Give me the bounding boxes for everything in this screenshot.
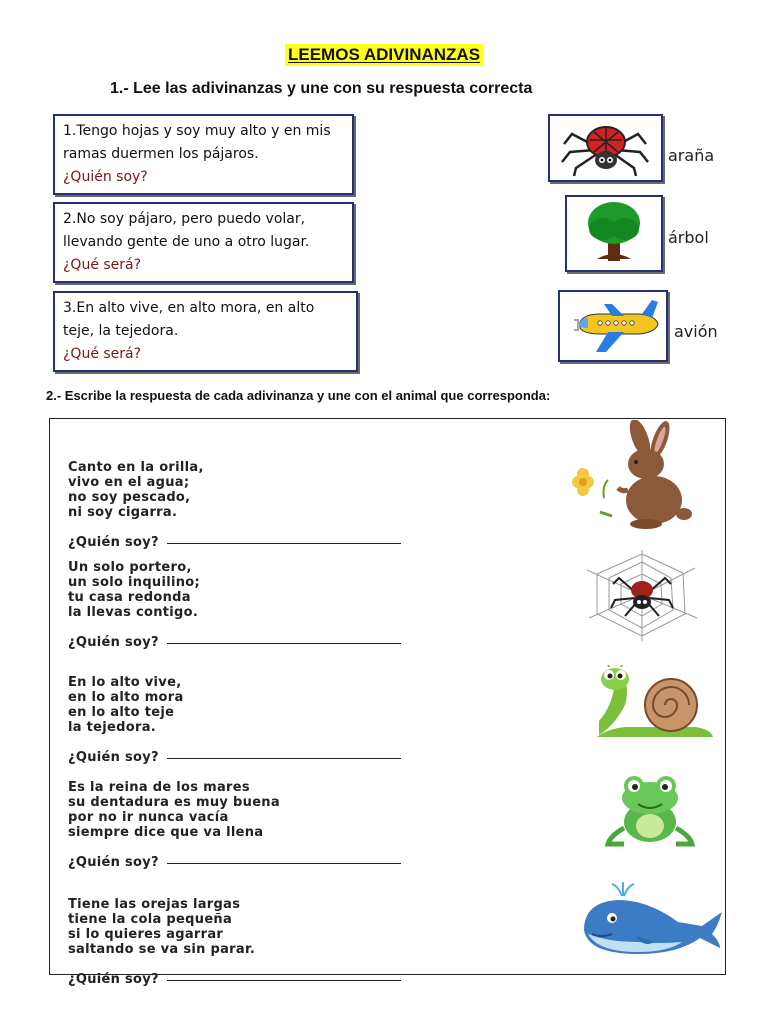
rabbit-picture: [562, 420, 702, 530]
answer-line[interactable]: [167, 757, 401, 759]
spider-picture: [548, 114, 663, 182]
riddle-box-1: [53, 114, 354, 195]
answer-line[interactable]: [167, 979, 401, 981]
poem-1: [68, 445, 401, 550]
riddle-question: ¿Qué será?: [63, 257, 142, 273]
riddle-text: 1.Tengo hojas y soy muy alto y en mis ramas duermen los pájaros.: [63, 123, 331, 162]
answer-line[interactable]: [167, 862, 401, 864]
answer-line[interactable]: [167, 542, 401, 544]
airplane-picture: [558, 290, 668, 362]
riddle-text: 2.No soy pájaro, pero puedo volar, llevando gente de uno a otro lugar.: [63, 211, 310, 250]
poem-question: ¿Quién soy?: [68, 535, 159, 550]
page-title: LEEMOS ADIVINANZAS: [285, 44, 483, 66]
section2-instruction: 2.- Escribe la respuesta de cada adivinanza y une con el animal que corresponda:: [46, 388, 551, 403]
whale-icon: [578, 882, 726, 962]
rabbit-icon: [562, 420, 702, 530]
riddle-question: ¿Qué será?: [63, 346, 142, 362]
poem-5: [68, 882, 401, 987]
poem-lines: En lo alto vive, en lo alto mora en lo alto teje la tejedora.: [68, 675, 184, 735]
poem-question: ¿Quién soy?: [68, 635, 159, 650]
poem-question: ¿Quién soy?: [68, 972, 159, 987]
poem-question: ¿Quién soy?: [68, 750, 159, 765]
answer-line[interactable]: [167, 642, 401, 644]
frog-icon: [600, 770, 700, 850]
riddle-box-3: [53, 291, 358, 372]
spider-icon: [550, 116, 661, 180]
spider-web-icon: [585, 548, 700, 643]
whale-picture: [578, 882, 726, 962]
poem-lines: Canto en la orilla, vivo en el agua; no soy pescado, ni soy cigarra.: [68, 460, 204, 520]
poem-3: [68, 660, 401, 765]
riddle-box-2: [53, 202, 354, 283]
poem-lines: Un solo portero, un solo inquilino; tu casa redonda la llevas contigo.: [68, 560, 201, 620]
frog-picture: [600, 770, 700, 850]
poem-lines: Es la reina de los mares su dentadura es muy buena por no ir nunca vacía siempre dice que va llena: [68, 780, 280, 840]
poem-lines: Tiene las orejas largas tiene la cola pequeña si lo quieres agarrar saltando se va sin parar.: [68, 897, 256, 957]
answer-airplane: avión: [674, 322, 718, 341]
riddle-text: 3.En alto vive, en alto mora, en alto teje, la tejedora.: [63, 300, 315, 339]
answer-tree: árbol: [668, 228, 709, 247]
poem-2: [68, 545, 401, 650]
spider-web-picture: [585, 548, 700, 643]
snail-picture: [585, 665, 717, 747]
snail-icon: [585, 665, 717, 747]
tree-icon: [567, 197, 661, 270]
tree-picture: [565, 195, 663, 272]
poem-4: [68, 765, 401, 870]
airplane-icon: [560, 292, 666, 360]
answer-spider: araña: [668, 146, 715, 165]
section1-instruction: 1.- Lee las adivinanzas y une con su respuesta correcta: [110, 80, 533, 97]
poem-question: ¿Quién soy?: [68, 855, 159, 870]
riddle-question: ¿Quién soy?: [63, 169, 148, 185]
